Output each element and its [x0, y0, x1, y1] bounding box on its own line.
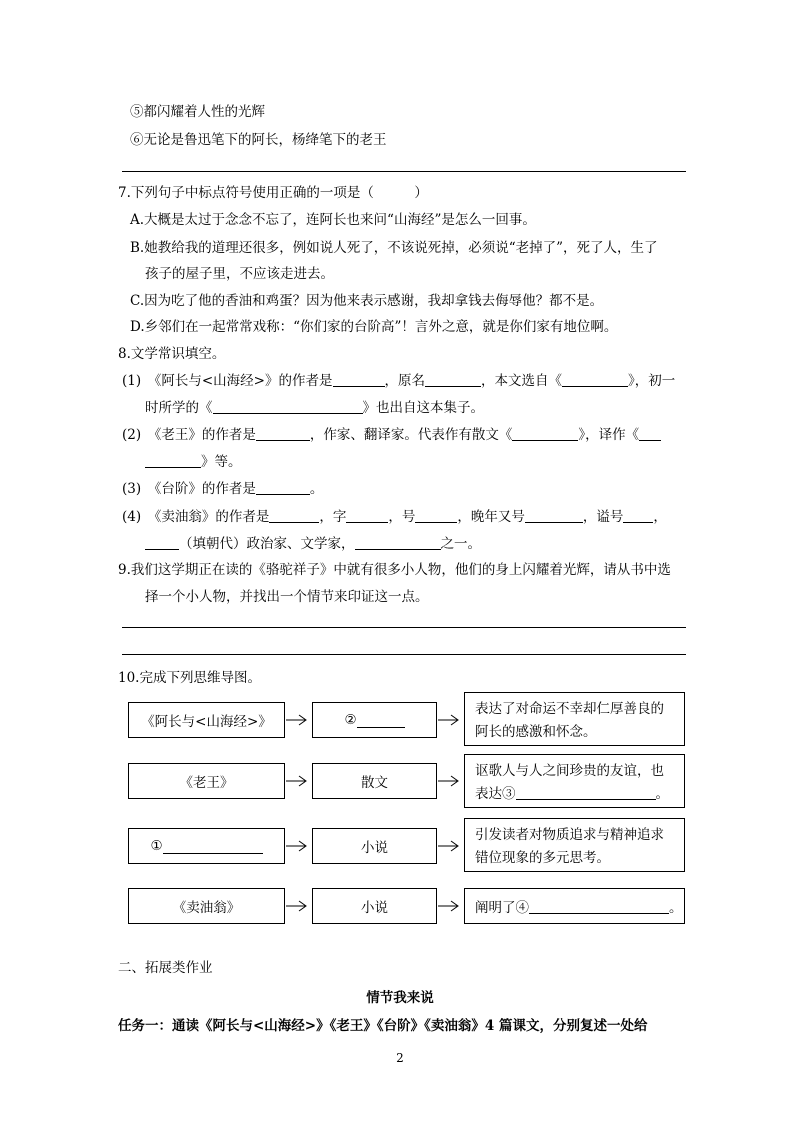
q8-part4: (4) 《卖油翁》的作者是 ，字 ，号 ，晚年又号 ，谥号 ，: [122, 509, 667, 525]
q8-part3: (3) 《台阶》的作者是 。: [122, 481, 324, 497]
blank[interactable]: [145, 452, 201, 468]
mindmap-genre-1: ②: [312, 702, 437, 738]
arrow-icon: [285, 773, 313, 789]
q7-option-b-line1: B.她教给我的道理还很多，例如说人死了，不该说死掉，必须说“老掉了”，死了人，生了: [130, 240, 658, 256]
task-one: 任务一：通读《阿长与<山海经>》《老王》《台阶》《卖油翁》4 篇课文，分别复述一处给: [118, 1018, 648, 1034]
mindmap-title-2: 《老王》: [128, 763, 285, 799]
blank[interactable]: [562, 371, 628, 387]
answer-line: [122, 654, 686, 655]
q7-option-d: D.乡邻们在一起常常戏称：“你们家的台阶高”！言外之意，就是你们家有地位啊。: [130, 319, 618, 335]
blank[interactable]: [333, 371, 385, 387]
q9-line1: 9.我们这学期正在读的《骆驼祥子》中就有很多小人物，他们的身上闪耀着光辉，请从书中选: [118, 562, 671, 578]
q9-line2: 择一个小人物，并找出一个情节来印证这一点。: [145, 589, 429, 605]
section-title: 情节我来说: [366, 990, 434, 1006]
q8-part2-cont: 》等。: [145, 452, 242, 472]
answer-line: [122, 627, 686, 628]
item-6: ⑥无论是鲁迅笔下的阿长，杨绛笔下的老王: [130, 132, 387, 148]
blank[interactable]: [355, 534, 441, 550]
arrow-icon: [437, 898, 465, 914]
q7-stem: 7.下列句子中标点符号使用正确的一项是（ ）: [118, 185, 428, 201]
q8-part1: (1) 《阿长与<山海经>》的作者是 ，原名 ，本文选自《 》，初一: [122, 373, 676, 389]
blank[interactable]: [346, 507, 388, 523]
blank[interactable]: [357, 712, 405, 728]
arrow-icon: [285, 898, 313, 914]
q8-stem: 8.文学常识填空。: [118, 346, 226, 362]
blank[interactable]: [269, 507, 319, 523]
arrow-icon: [437, 712, 465, 728]
q10-stem: 10.完成下列思维导图。: [118, 670, 261, 686]
mindmap-title-3: ①: [128, 828, 285, 864]
blank[interactable]: [163, 838, 263, 854]
blank[interactable]: [525, 507, 583, 523]
mindmap-desc-2: 讴歌人与人之间珍贵的友谊，也 表达③ 。: [464, 754, 685, 808]
arrow-icon: [285, 712, 313, 728]
blank[interactable]: [516, 784, 656, 800]
arrow-icon: [437, 838, 465, 854]
blank[interactable]: [529, 898, 669, 914]
blank[interactable]: [256, 479, 310, 495]
page-number: 2: [396, 1051, 404, 1065]
q8-part1-cont: 时所学的《 》也出自这本集子。: [145, 400, 484, 416]
blank[interactable]: [145, 534, 179, 550]
mindmap-genre-2: 散文: [312, 763, 437, 799]
arrow-icon: [437, 773, 465, 789]
answer-line: [122, 171, 686, 172]
mindmap-genre-3: 小说: [312, 828, 437, 864]
arrow-icon: [285, 838, 313, 854]
q8-part4-cont: （填朝代）政治家、文学家， 之一。: [145, 534, 481, 554]
mindmap-desc-4: 阐明了④ 。: [464, 888, 685, 924]
mindmap-desc-3: 引发读者对物质追求与精神追求错位现象的多元思考。: [464, 818, 685, 872]
item-5: ⑤都闪耀着人性的光辉: [130, 104, 265, 120]
blank[interactable]: [639, 425, 661, 441]
mindmap-genre-4: 小说: [312, 888, 437, 924]
q7-option-c: C.因为吃了他的香油和鸡蛋？因为他来表示感谢，我却拿钱去侮辱他？都不是。: [130, 293, 604, 309]
q7-option-a: A.大概是太过于念念不忘了，连阿长也来问“山海经”是怎么一回事。: [130, 212, 536, 228]
q7-option-b-line2: 孩子的屋子里，不应该走进去。: [145, 266, 334, 282]
blank[interactable]: [256, 425, 310, 441]
section-heading: 二、拓展类作业: [118, 960, 213, 976]
blank[interactable]: [415, 507, 457, 523]
blank[interactable]: [623, 507, 653, 523]
blank[interactable]: [425, 371, 481, 387]
blank[interactable]: [512, 425, 578, 441]
mindmap-title-4: 《卖油翁》: [128, 888, 285, 924]
q8-part2: (2) 《老王》的作者是 ，作家、翻译家。代表作有散文《 》，译作《: [122, 425, 661, 445]
mindmap-title-1: 《阿长与<山海经>》: [128, 702, 285, 738]
blank[interactable]: [213, 398, 363, 414]
mindmap-desc-1: 表达了对命运不幸却仁厚善良的阿长的感激和怀念。: [464, 692, 685, 746]
